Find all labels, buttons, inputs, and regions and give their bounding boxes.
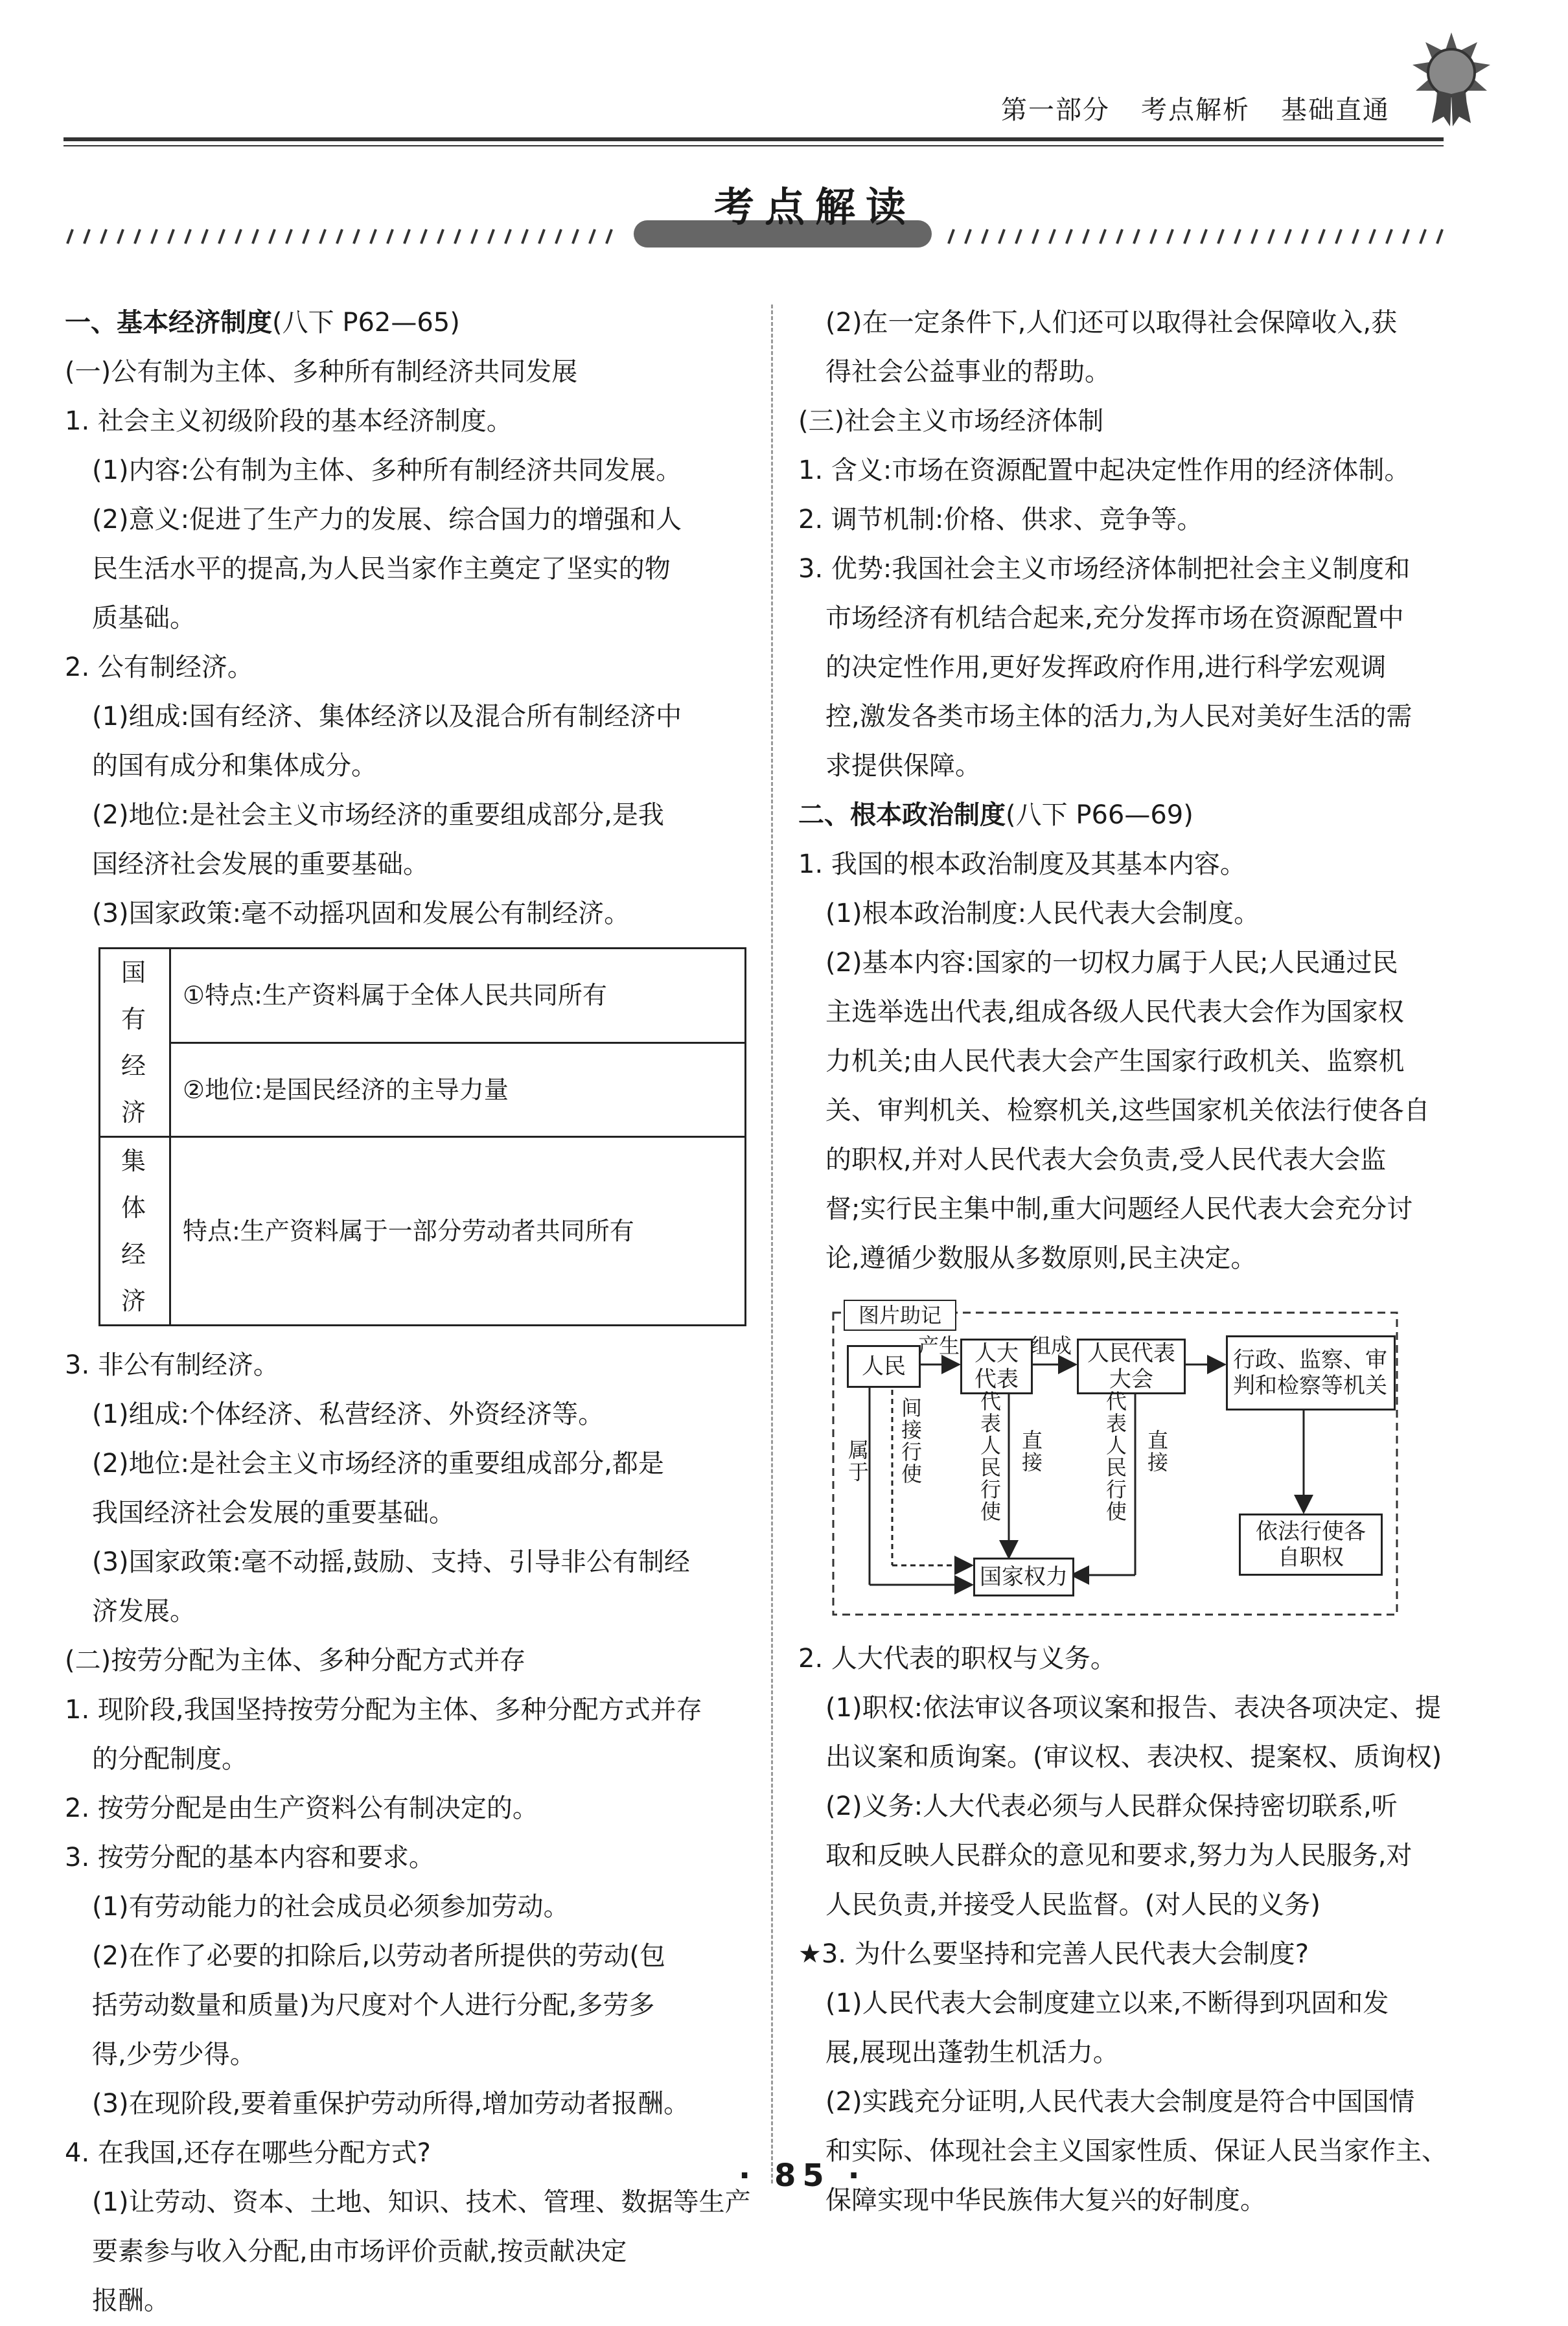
text-line: (一)公有制为主体、多种所有制经济共同发展 <box>65 357 578 387</box>
represent-label-2: 代表人民行使 <box>1103 1390 1127 1523</box>
right-text-block <box>798 298 1485 1283</box>
people-box: 人民 <box>847 1345 921 1388</box>
text-line: 2. 公有制经济。 <box>65 652 253 682</box>
indirect-label: 间接行使 <box>898 1397 923 1485</box>
text-line: 3. 按劳分配的基本内容和要求。 <box>65 1843 435 1872</box>
text-line: 论,遵循少数服从多数原则,民主决定。 <box>825 1243 1257 1273</box>
text-line: (1)职权:依法审议各项议案和报告、表决各项决定、提 <box>825 1693 1442 1723</box>
belong-label: 属于 <box>845 1439 870 1483</box>
text-line: (2)意义:促进了生产力的发展、综合国力的增强和人 <box>92 505 682 535</box>
text-line: (1)组成:个体经济、私营经济、外资经济等。 <box>92 1399 605 1429</box>
right-column <box>798 298 1485 2225</box>
text-line: (1)有劳动能力的社会成员必须参加劳动。 <box>92 1892 570 1922</box>
text-line: 3. 优势:我国社会主义市场经济体制把社会主义制度和 <box>798 554 1411 584</box>
text-line: (2)义务:人大代表必须与人民群众保持密切联系,听 <box>825 1791 1398 1821</box>
text-line: 取和反映人民群众的意见和要求,努力为人民服务,对 <box>825 1841 1412 1871</box>
text-line: (三)社会主义市场经济体制 <box>798 406 1104 436</box>
text-line: (二)按劳分配为主体、多种分配方式并存 <box>65 1646 526 1675</box>
direct-label-1: 直接 <box>1019 1429 1043 1473</box>
text-line: 督;实行民主集中制,重大问题经人民代表大会充分讨 <box>825 1194 1413 1224</box>
text-line: 的国有成分和集体成分。 <box>92 751 377 781</box>
table-cell: ①特点:生产资料属于全体人民共同所有 <box>170 949 746 1043</box>
text-line: 国经济社会发展的重要基础。 <box>92 849 429 879</box>
text-line: 2. 按劳分配是由生产资料公有制决定的。 <box>65 1793 538 1823</box>
text-line: 出议案和质询案。(审议权、表决权、提案权、质询权) <box>825 1742 1442 1772</box>
table-cell: 特点:生产资料属于一部分劳动者共同所有 <box>170 1137 746 1326</box>
running-head <box>1001 89 1421 126</box>
exercise-box: 依法行使各自职权 <box>1239 1514 1383 1576</box>
text-line: 展,展现出蓬勃生机活力。 <box>825 2038 1119 2067</box>
hatch-decoration <box>945 228 1450 245</box>
text-line: (2)在作了必要的扣除后,以劳动者所提供的劳动(包 <box>92 1941 665 1971</box>
text-line: 一、基本经济制度(八下 P62—65) <box>65 308 460 338</box>
deputy-box: 人大代表 <box>960 1339 1033 1394</box>
text-line: 力机关;由人民代表大会产生国家行政机关、监察机 <box>825 1046 1405 1076</box>
power-box: 国家权力 <box>973 1558 1074 1596</box>
direct-label-2: 直接 <box>1144 1429 1169 1473</box>
represent-label-1: 代表人民行使 <box>977 1390 1002 1523</box>
text-line: 济发展。 <box>92 1596 196 1626</box>
table-head-cell: 国有经济 <box>100 949 170 1137</box>
text-line: 1. 社会主义初级阶段的基本经济制度。 <box>65 406 513 436</box>
text-line: (1)让劳动、资本、土地、知识、技术、管理、数据等生产 <box>92 2187 751 2217</box>
header-section: 考点解析 <box>1141 95 1250 125</box>
diagram-tag: 图片助记 <box>844 1300 956 1331</box>
text-line: 2. 人大代表的职权与义务。 <box>798 1644 1116 1674</box>
header-rule-thin <box>63 145 1444 146</box>
text-line: (1)组成:国有经济、集体经济以及混合所有制经济中 <box>92 702 682 731</box>
economy-table <box>98 947 746 1326</box>
text-line: 市场经济有机结合起来,充分发挥市场在资源配置中 <box>825 603 1404 633</box>
npc-box: 人民代表大会 <box>1077 1339 1186 1394</box>
page-number: · 85 · <box>739 2158 866 2194</box>
table-cell: ②地位:是国民经济的主导力量 <box>170 1042 746 1137</box>
text-line: 和实际、体现社会主义国家性质、保证人民当家作主、 <box>825 2136 1447 2166</box>
text-line: (3)国家政策:毫不动摇,鼓励、支持、引导非公有制经 <box>92 1547 690 1577</box>
hatch-decoration <box>63 228 621 245</box>
header-series: 基础直通 <box>1281 95 1390 125</box>
left-text-block-2 <box>65 1341 752 2325</box>
npc-diagram <box>831 1300 1401 1617</box>
text-line: 3. 非公有制经济。 <box>65 1350 279 1380</box>
organs-box: 行政、监察、审判和检察等机关 <box>1226 1335 1396 1411</box>
text-line: (1)根本政治制度:人民代表大会制度。 <box>825 899 1260 928</box>
text-line: (1)人民代表大会制度建立以来,不断得到巩固和发 <box>825 1988 1389 2018</box>
text-line: (2)地位:是社会主义市场经济的重要组成部分,是我 <box>92 800 664 830</box>
text-line: 保障实现中华民族伟大复兴的好制度。 <box>825 2185 1266 2215</box>
text-line: 得社会公益事业的帮助。 <box>825 357 1111 387</box>
compose-label: 组成 <box>1030 1333 1072 1358</box>
text-line: 的决定性作用,更好发挥政府作用,进行科学宏观调 <box>825 652 1387 682</box>
table-head-cell: 集体经济 <box>100 1137 170 1326</box>
section-title: 考点解读 <box>713 183 916 231</box>
text-line: 质基础。 <box>92 603 196 633</box>
column-divider <box>771 305 773 2183</box>
source-ref: (八下 P66—69) <box>1006 800 1193 830</box>
text-line: (3)在现阶段,要着重保护劳动所得,增加劳动者报酬。 <box>92 2089 690 2119</box>
left-column <box>65 298 752 2325</box>
table-row <box>100 1042 746 1137</box>
text-line: 人民负责,并接受人民监督。(对人民的义务) <box>825 1890 1320 1920</box>
text-line: 求提供保障。 <box>825 751 981 781</box>
source-ref: (八下 P62—65) <box>272 308 460 338</box>
text-line: (2)在一定条件下,人们还可以取得社会保障收入,获 <box>825 308 1398 338</box>
table-row <box>100 949 746 1043</box>
text-line: 2. 调节机制:价格、供求、竞争等。 <box>798 505 1203 535</box>
text-line: 控,激发各类市场主体的活力,为人民对美好生活的需 <box>825 702 1412 731</box>
text-line: (2)基本内容:国家的一切权力属于人民;人民通过民 <box>825 948 1398 978</box>
produce-label: 产生 <box>917 1333 960 1358</box>
text-line: 关、审判机关、检察机关,这些国家机关依法行使各自 <box>825 1096 1430 1125</box>
text-line: 主选举选出代表,组成各级人民代表大会作为国家权 <box>825 997 1404 1027</box>
header-part: 第一部分 <box>1001 95 1110 125</box>
text-line: 民生活水平的提高,为人民当家作主奠定了坚实的物 <box>92 554 671 584</box>
text-line: 二、根本政治制度(八下 P66—69) <box>798 800 1193 830</box>
text-line: (1)内容:公有制为主体、多种所有制经济共同发展。 <box>92 455 682 485</box>
text-line: (2)地位:是社会主义市场经济的重要组成部分,都是 <box>92 1449 664 1479</box>
text-line: 我国经济社会发展的重要基础。 <box>92 1498 455 1528</box>
text-line: 4. 在我国,还存在哪些分配方式? <box>65 2138 431 2168</box>
award-badge-icon <box>1393 26 1510 130</box>
right-text-block-2 <box>798 1634 1485 2225</box>
text-line: 的职权,并对人民代表大会负责,受人民代表大会监 <box>825 1145 1387 1175</box>
text-line: (2)实践充分证明,人民代表大会制度是符合中国国情 <box>825 2087 1415 2117</box>
text-line: 1. 含义:市场在资源配置中起决定性作用的经济体制。 <box>798 455 1411 485</box>
section-title-banner <box>63 175 1450 253</box>
left-text-block <box>65 298 752 938</box>
text-line: 1. 我国的根本政治制度及其基本内容。 <box>798 849 1246 879</box>
text-line: ★3. 为什么要坚持和完善人民代表大会制度? <box>798 1939 1309 1969</box>
text-line: 1. 现阶段,我国坚持按劳分配为主体、多种分配方式并存 <box>65 1695 702 1725</box>
text-line: (3)国家政策:毫不动摇巩固和发展公有制经济。 <box>92 899 630 928</box>
text-line: 报酬。 <box>92 2286 170 2316</box>
text-line: 要素参与收入分配,由市场评价贡献,按贡献决定 <box>92 2237 627 2266</box>
text-line: 的分配制度。 <box>92 1744 248 1774</box>
text-line: 得,少劳少得。 <box>92 2040 256 2069</box>
text-line: 括劳动数量和质量)为尺度对个人进行分配,多劳多 <box>92 1990 655 2020</box>
header-rule <box>63 137 1444 141</box>
table-row <box>100 1137 746 1326</box>
